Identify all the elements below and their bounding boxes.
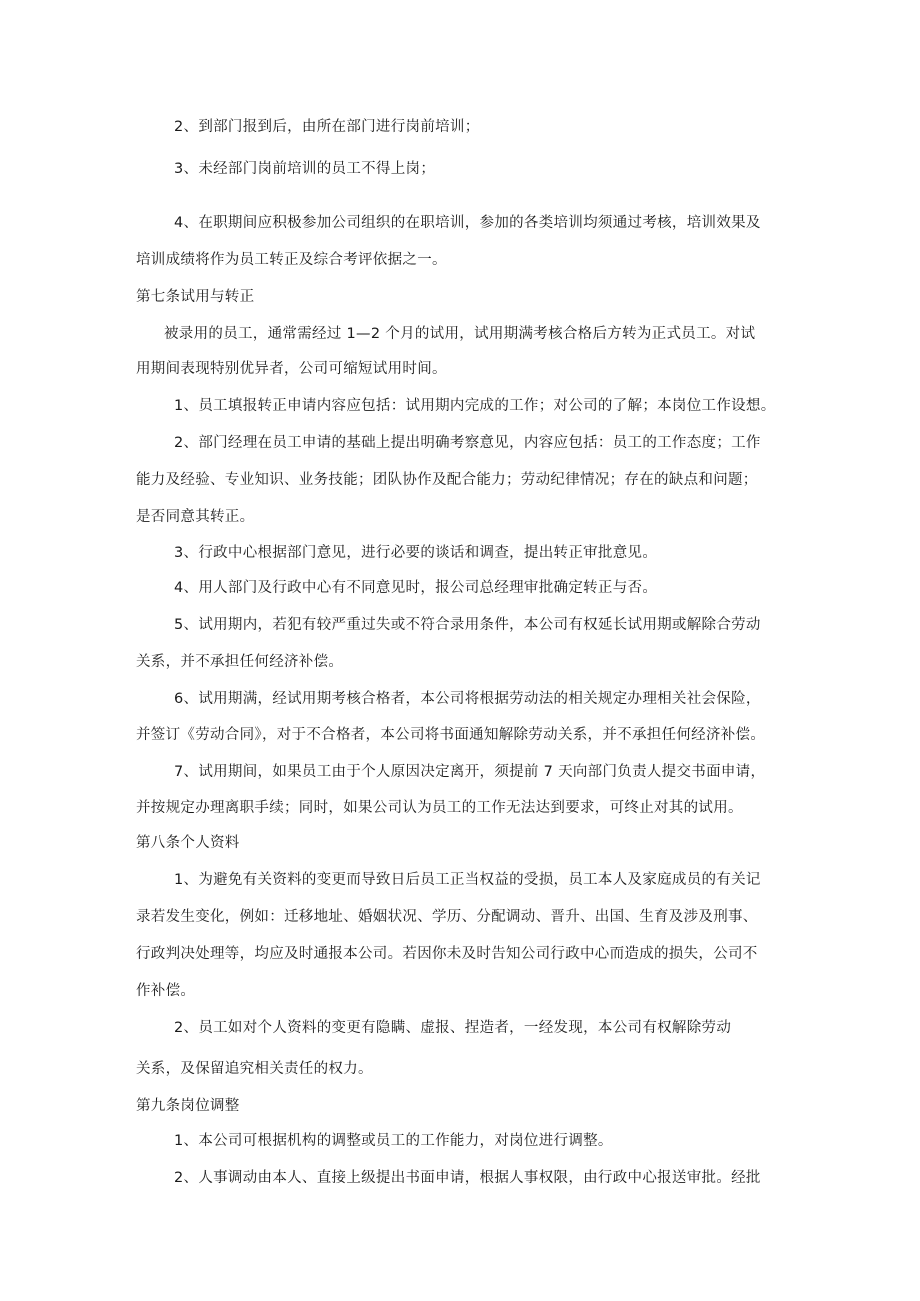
paragraph-line: 培训成绩将作为员工转正及综合考评依据之一。	[136, 252, 447, 268]
paragraph-line: 7、试用期间，如果员工由于个人原因决定离开，须提前 7 天向部门负责人提交书面申请，	[174, 764, 766, 780]
paragraph-line: 作补偿。	[136, 983, 196, 999]
paragraph-line: 5、试用期内，若犯有较严重过失或不符合录用条件，本公司有权延长试用期或解除合劳动	[174, 617, 761, 633]
paragraph-line: 用期间表现特别优异者，公司可缩短试用时间。	[136, 361, 447, 377]
paragraph-line: 2、人事调动由本人、直接上级提出书面申请，根据人事权限，由行政中心报送审批。经批	[174, 1170, 761, 1186]
paragraph-line: 3、未经部门岗前培训的员工不得上岗；	[174, 161, 436, 177]
paragraph-line: 6、试用期满，经试用期考核合格者，本公司将根据劳动法的相关规定办理相关社会保险，	[174, 691, 761, 707]
paragraph-line: 1、为避免有关资料的变更而导致日后员工正当权益的受损，员工本人及家庭成员的有关记	[174, 872, 761, 888]
paragraph-line: 行政判决处理等，均应及时通报本公司。若因你未及时告知公司行政中心而造成的损失，公司不	[136, 946, 758, 962]
section-heading: 第七条试用与转正	[136, 289, 255, 305]
paragraph-line: 2、员工如对个人资料的变更有隐瞒、虚报、捏造者，一经发现，本公司有权解除劳动	[174, 1020, 732, 1036]
section-heading: 第九条岗位调整	[136, 1098, 240, 1114]
paragraph-line: 1、员工填报转正申请内容应包括：试用期内完成的工作；对公司的了解；本岗位工作设想。	[174, 398, 776, 414]
paragraph-line: 2、到部门报到后，由所在部门进行岗前培训；	[174, 119, 480, 135]
paragraph-line: 关系，并不承担任何经济补偿。	[136, 654, 344, 670]
paragraph-line: 3、行政中心根据部门意见，进行必要的谈话和调查，提出转正审批意见。	[174, 545, 658, 561]
paragraph-line: 2、部门经理在员工申请的基础上提出明确考察意见，内容应包括：员工的工作态度；工作	[174, 435, 761, 451]
paragraph-line: 1、本公司可根据机构的调整或员工的工作能力，对岗位进行调整。	[174, 1133, 613, 1149]
paragraph-line: 被录用的员工，通常需经过 1—2 个月的试用，试用期满考核合格后方转为正式员工。对试	[164, 326, 756, 342]
section-heading: 第八条个人资料	[136, 835, 240, 851]
paragraph-line: 能力及经验、专业知识、业务技能；团队协作及配合能力；劳动纪律情况；存在的缺点和问题；	[136, 472, 758, 488]
paragraph-line: 关系，及保留追究相关责任的权力。	[136, 1061, 373, 1077]
paragraph-line: 是否同意其转正。	[136, 509, 255, 525]
paragraph-line: 4、在职期间应积极参加公司组织的在职培训，参加的各类培训均须通过考核，培训效果及	[174, 215, 761, 231]
paragraph-line: 4、用人部门及行政中心有不同意见时，报公司总经理审批确定转正与否。	[174, 580, 658, 596]
paragraph-line: 并签订《劳动合同》，对于不合格者，本公司将书面通知解除劳动关系，并不承担任何经济补偿。	[136, 727, 766, 743]
paragraph-line: 录若发生变化，例如：迁移地址、婚姻状况、学历、分配调动、晋升、出国、生育及涉及刑事、	[136, 909, 758, 925]
paragraph-line: 并按规定办理离职手续；同时，如果公司认为员工的工作无法达到要求，可终止对其的试用。	[136, 800, 743, 816]
